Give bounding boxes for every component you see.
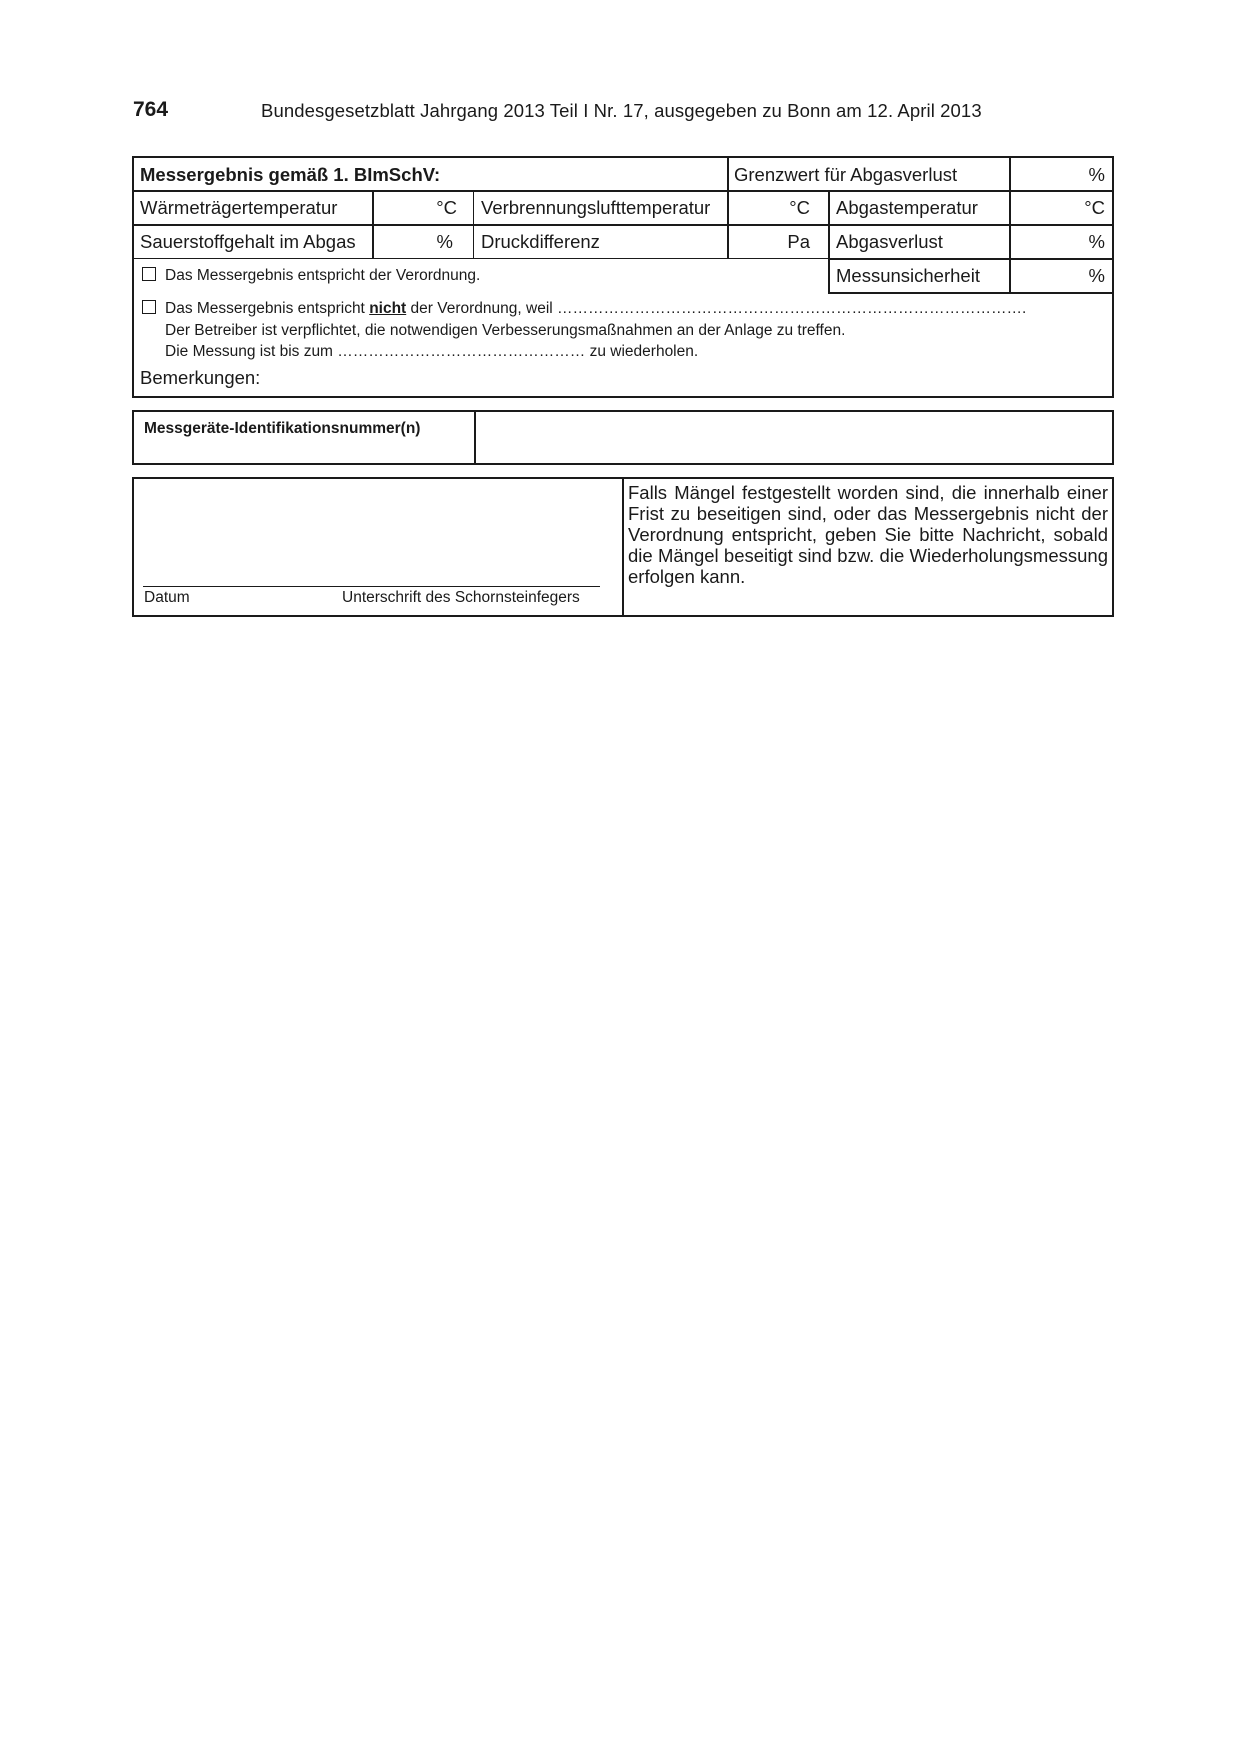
grenzwert-label: Grenzwert für Abgasverlust: [734, 164, 958, 185]
row-divider: [132, 258, 830, 259]
conforms-option[interactable]: [142, 267, 480, 285]
druckdifferenz-label: Druckdifferenz: [481, 231, 600, 252]
sauerstoff-label: Sauerstoffgehalt im Abgas: [140, 231, 356, 252]
abgastemperatur-unit: °C: [1084, 197, 1105, 218]
col-divider: [727, 156, 729, 258]
date-fill-line: …………………………………………: [337, 343, 586, 360]
row-divider: [828, 258, 1114, 260]
datum-label: Datum: [144, 589, 190, 606]
signature-line: [143, 586, 600, 587]
row-divider: [132, 190, 1114, 192]
notice-text: [628, 482, 1108, 587]
sauerstoff-unit: %: [436, 231, 453, 252]
page-header: [133, 98, 1113, 128]
result-title: Messergebnis gemäß 1. BImSchV:: [140, 164, 441, 185]
bemerkungen-label: Bemerkungen:: [140, 367, 261, 388]
page-number: 764: [133, 98, 169, 121]
conforms-text: Das Messergebnis entspricht der Verordnung.: [165, 267, 481, 284]
row-divider: [828, 292, 1114, 294]
abgasverlust-label: Abgasverlust: [836, 231, 943, 252]
not-conforms-option[interactable]: [142, 300, 1026, 318]
journal-line: Bundesgesetzblatt Jahrgang 2013 Teil I Nr. 17, ausgegeben zu Bonn am 12. April 2013: [261, 100, 982, 121]
id-value-field[interactable]: [478, 413, 1110, 462]
messung-line: [165, 343, 698, 361]
col-divider: [474, 410, 476, 465]
checkbox-icon[interactable]: [142, 267, 156, 281]
reason-fill-line: ……………………………………………………………………………….: [557, 300, 1027, 317]
grenzwert-unit: %: [1088, 164, 1105, 185]
col-divider: [828, 190, 830, 292]
waermetraeger-unit: °C: [436, 197, 457, 218]
messunsicherheit-label: Messunsicherheit: [836, 265, 980, 286]
row-divider: [132, 224, 1114, 226]
col-divider: [1009, 156, 1011, 292]
betreiber-text: Der Betreiber ist verpflichtet, die notwendigen Verbesserungsmaßnahmen an der Anlage zu treffen.: [165, 322, 846, 339]
not-conforms-text-2: der Verordnung, weil: [410, 300, 553, 317]
col-divider: [473, 190, 474, 258]
notice-paragraph: Falls Mängel festgestellt worden sind, die innerhalb einer Frist zu beseitigen sind, oder das Messergebnis nicht der Verordnung entspricht, geben Sie bitte Nachricht, sobald die Mängel beseitigt sind bzw. die Wiederholungsmessung erfolgen kann.: [628, 482, 1108, 587]
signature-field[interactable]: [134, 479, 620, 585]
abgastemperatur-label: Abgastemperatur: [836, 197, 978, 218]
unterschrift-label: Unterschrift des Schornsteinfegers: [342, 589, 580, 606]
not-conforms-text: Das Messergebnis entspricht: [165, 300, 365, 317]
messung-pre: Die Messung ist bis zum: [165, 343, 333, 360]
verbrennungsluft-unit: °C: [789, 197, 810, 218]
abgasverlust-unit: %: [1088, 231, 1105, 252]
col-divider: [622, 477, 624, 617]
nicht-emphasis: nicht: [369, 300, 407, 317]
messung-post: zu wiederholen.: [589, 343, 699, 360]
druckdifferenz-unit: Pa: [787, 231, 810, 252]
messunsicherheit-unit: %: [1088, 265, 1105, 286]
id-label: Messgeräte-Identifikationsnummer(n): [144, 420, 421, 437]
verbrennungsluft-label: Verbrennungslufttemperatur: [481, 197, 711, 218]
checkbox-icon[interactable]: [142, 300, 156, 314]
waermetraeger-label: Wärmeträgertemperatur: [140, 197, 338, 218]
